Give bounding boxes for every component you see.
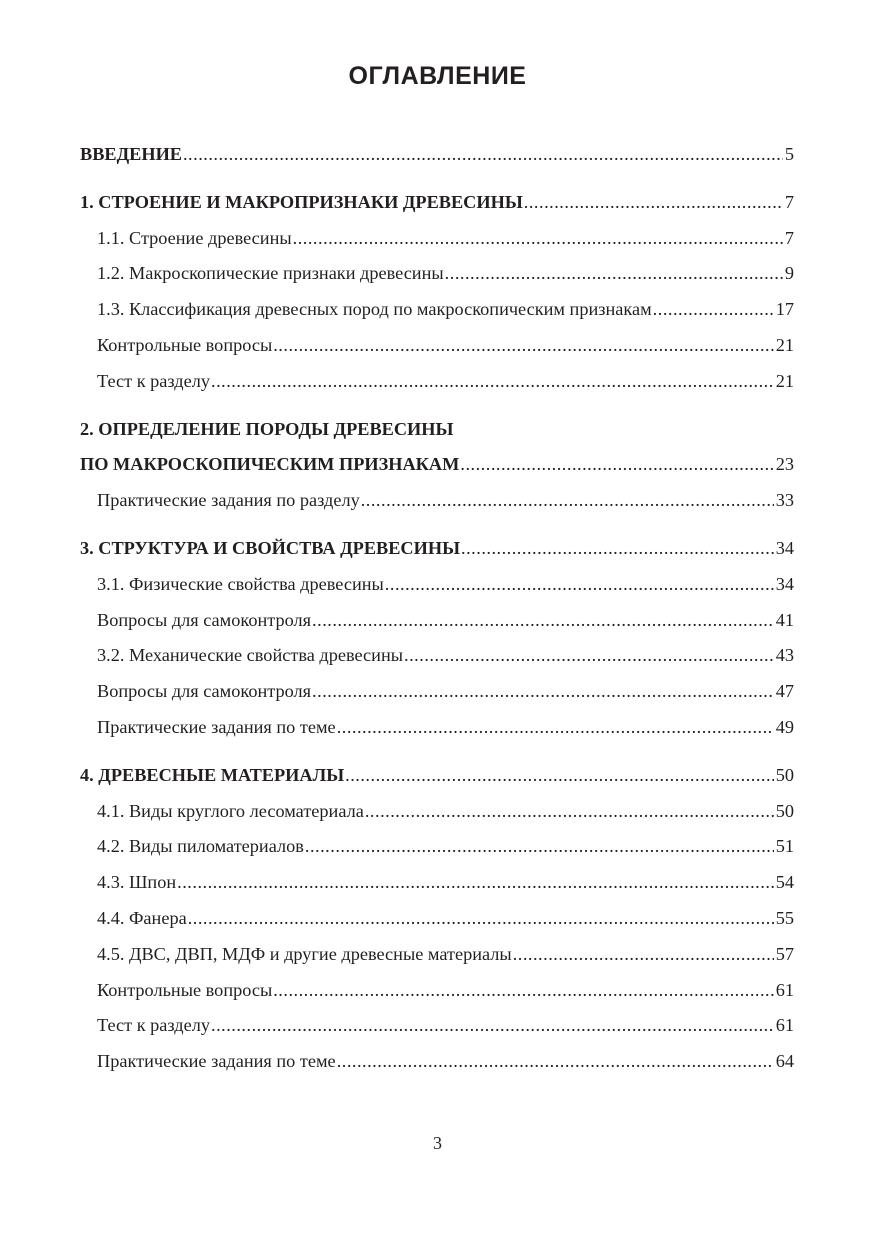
toc-page-number: 47 (775, 681, 794, 702)
toc-leader-dots (385, 567, 774, 603)
toc-section-entry[interactable] (80, 412, 794, 448)
toc-section-entry[interactable] (80, 137, 794, 173)
toc-leader-dots (188, 901, 774, 937)
toc-page-number: 21 (775, 334, 794, 355)
toc-subsection-entry[interactable] (80, 937, 794, 973)
toc-entry-title: 4.3. Шпон (97, 872, 177, 893)
toc-entry-title: Практические задания по разделу (97, 490, 360, 511)
toc-leader-dots (305, 829, 774, 865)
toc-page-number: 21 (775, 370, 794, 391)
toc-entry-title: 4.1. Виды круглого лесоматериала (97, 800, 364, 821)
toc-subsection-entry[interactable] (80, 1008, 794, 1044)
toc-subsection-entry[interactable] (80, 829, 794, 865)
toc-leader-dots (211, 364, 774, 400)
toc-page-number: 23 (775, 454, 794, 475)
toc-entry-title: 4.4. Фанера (97, 907, 187, 928)
toc-leader-dots (211, 1008, 774, 1044)
toc-page-number: 41 (775, 609, 794, 630)
toc-entry-title: 1. СТРОЕНИЕ И МАКРОПРИЗНАКИ ДРЕВЕСИНЫ (80, 191, 523, 212)
toc-subsection-entry[interactable] (80, 901, 794, 937)
toc-entry-title: Тест к разделу (97, 1015, 210, 1036)
toc-page-number: 34 (775, 573, 794, 594)
toc-page-number: 51 (775, 836, 794, 857)
toc-entry-title: Практические задания по теме (97, 1051, 336, 1072)
toc-leader-dots (345, 758, 774, 794)
toc-entry-title: 3.1. Физические свойства древесины (97, 573, 384, 594)
toc-leader-dots (361, 483, 774, 519)
toc-leader-dots (293, 221, 783, 257)
toc-subsection-entry[interactable] (80, 710, 794, 746)
toc-leader-dots (337, 1044, 774, 1080)
toc-page-number: 33 (775, 490, 794, 511)
toc-leader-dots (445, 256, 783, 292)
toc-leader-dots (460, 447, 773, 483)
toc-page-number: 61 (775, 1015, 794, 1036)
toc-subsection-entry[interactable] (80, 603, 794, 639)
toc-entry-title: 4. ДРЕВЕСНЫЕ МАТЕРИАЛЫ (80, 764, 345, 785)
toc-leader-dots (177, 865, 774, 901)
toc-entry-title: Контрольные вопросы (97, 979, 273, 1000)
toc-entry-title: Тест к разделу (97, 370, 210, 391)
toc-leader-dots (404, 638, 774, 674)
toc-subsection-entry[interactable] (80, 483, 794, 519)
toc-entry-title: ПО МАКРОСКОПИЧЕСКИМ ПРИЗНАКАМ (80, 454, 460, 475)
toc-entry-title: Практические задания по теме (97, 716, 336, 737)
toc-page-number: 17 (775, 299, 794, 320)
toc-page-number: 57 (775, 943, 794, 964)
toc-section-entry[interactable] (80, 447, 794, 483)
toc-entry-title: 1.3. Классификация древесных пород по макроскопическим признакам (97, 299, 652, 320)
toc-leader-dots (365, 794, 774, 830)
toc-page-number: 7 (784, 227, 794, 248)
toc-entry-title: 1.1. Строение древесины (97, 227, 292, 248)
toc-leader-dots (183, 137, 783, 173)
toc-page-number: 54 (775, 872, 794, 893)
toc-section-entry[interactable] (80, 185, 794, 221)
toc-leader-dots (312, 603, 774, 639)
toc-page-number: 50 (775, 800, 794, 821)
toc-page-number: 34 (775, 537, 794, 558)
toc-section-entry[interactable] (80, 758, 794, 794)
toc-entry-title: 2. ОПРЕДЕЛЕНИЕ ПОРОДЫ ДРЕВЕСИНЫ (80, 418, 454, 439)
toc-page-number: 5 (784, 144, 794, 164)
toc-page-number: 43 (775, 645, 794, 666)
toc-entry-title: Вопросы для самоконтроля (97, 609, 312, 630)
table-of-contents (80, 137, 794, 1080)
toc-page-number: 7 (784, 191, 794, 212)
toc-subsection-entry[interactable] (80, 794, 794, 830)
toc-subsection-entry[interactable] (80, 973, 794, 1009)
toc-subsection-entry[interactable] (80, 638, 794, 674)
toc-page-number: 61 (775, 979, 794, 1000)
toc-subsection-entry[interactable] (80, 364, 794, 400)
toc-entry-title: 1.2. Макроскопические признаки древесины (97, 263, 444, 284)
toc-leader-dots (337, 710, 774, 746)
toc-leader-dots (461, 531, 774, 567)
toc-entry-title: Контрольные вопросы (97, 334, 273, 355)
toc-leader-dots (273, 328, 773, 364)
toc-page-number: 55 (775, 907, 794, 928)
toc-page-number: 9 (784, 263, 794, 284)
toc-subsection-entry[interactable] (80, 674, 794, 710)
toc-entry-title: 4.2. Виды пиломатериалов (97, 836, 304, 857)
page-title: ОГЛАВЛЕНИЕ (348, 62, 527, 90)
toc-page-number: 49 (775, 716, 794, 737)
toc-leader-dots (653, 292, 774, 328)
toc-entry-title: Вопросы для самоконтроля (97, 681, 312, 702)
toc-subsection-entry[interactable] (80, 292, 794, 328)
toc-subsection-entry[interactable] (80, 1044, 794, 1080)
toc-page-number: 50 (775, 764, 794, 785)
toc-entry-title: ВВЕДЕНИЕ (80, 144, 182, 164)
toc-entry-title: 3. СТРУКТУРА И СВОЙСТВА ДРЕВЕСИНЫ (80, 537, 461, 558)
toc-page-number: 64 (775, 1051, 794, 1072)
toc-subsection-entry[interactable] (80, 256, 794, 292)
toc-leader-dots (524, 185, 783, 221)
toc-subsection-entry[interactable] (80, 328, 794, 364)
page-number: 3 (433, 1133, 442, 1153)
toc-leader-dots (273, 973, 773, 1009)
toc-entry-title: 3.2. Механические свойства древесины (97, 645, 404, 666)
toc-subsection-entry[interactable] (80, 567, 794, 603)
toc-leader-dots (312, 674, 774, 710)
toc-subsection-entry[interactable] (80, 221, 794, 257)
toc-entry-title: 4.5. ДВС, ДВП, МДФ и другие древесные материалы (97, 943, 512, 964)
toc-leader-dots (513, 937, 774, 973)
toc-subsection-entry[interactable] (80, 865, 794, 901)
toc-section-entry[interactable] (80, 531, 794, 567)
